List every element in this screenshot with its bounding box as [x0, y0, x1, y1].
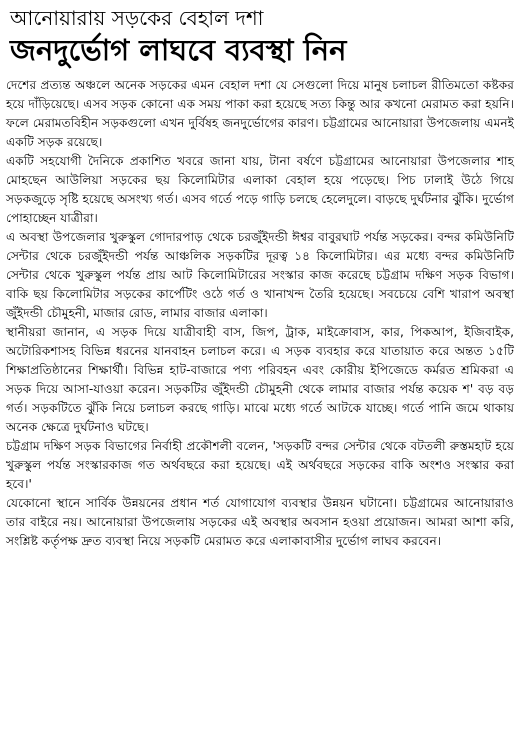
- article-paragraph: এ অবস্থা উপজেলার খুরুস্কুল গোদারপাড় থেকে চরজুঁইদন্ডী ঈশ্বর বাবুরঘাট পর্যন্ত সড়কের। বন্দর কমিউনিটি সেন্টার থেকে চরজুঁইদন্ডী পর্যন্ত আঞ্চলিক সড়কটির দূরত্ব ১৪ কিলোমিটার। এর মধ্যে বন্দর কমিউনিটি সেন্টার থেকে খুরুস্কুল পর্যন্ত প্রায় আট কিলোমিটারের সংস্কার কাজ করেছে চট্টগ্রাম দক্ষিণ সড়ক বিভাগ। বাকি ছয় কিলোমিটার সড়কের কার্পেটিং ওঠে গর্ত ও খানাখন্দ তৈরি হয়েছে। সবচেয়ে বেশি খারাপ অবস্থা জুঁইদন্ডী চৌমুহনী, মাজার রোড, লামার বাজার এলাকা।: [6, 230, 514, 320]
- article-paragraph: একটি সহযোগী দৈনিকে প্রকাশিত খবরে জানা যায়, টানা বর্ষণে চট্টগ্রামের আনোয়ারা উপজেলার শাহ মোহছেন আউলিয়া সড়কের ছয় কিলোমিটার এলাকা বেহাল হয়ে পড়েছে। পিচ ঢালাই উঠে গিয়ে সড়কজুড়ে সৃষ্টি হয়েছে অসংখ্য গর্ত। এসব গর্তে পড়ে গাড়ি চলছে হেলেদুলে। বাড়ছে দুর্ঘটনার ঝুঁকি। দুর্ভোগ পোহাচ্ছেন যাত্রীরা।: [6, 154, 514, 225]
- article-paragraph: যেকোনো স্থানে সার্বিক উন্নয়নের প্রধান শর্ত যোগাযোগ ব্যবস্থার উন্নয়ন ঘটানো। চট্টগ্রামের আনোয়ারাও তার বাইরে নয়। আনোয়ারা উপজেলায় সড়কের এই অবস্থার অবসান হওয়া প্রয়োজন। আমরা আশা করি, সংশ্লিষ্ট কর্তৃপক্ষ দ্রুত ব্যবস্থা নিয়ে সড়কটি মেরামত করে এলাকাবাসীর দুর্ভোগ লাঘব করবেন।: [6, 496, 514, 548]
- article-headline: জনদুর্ভোগ লাঘবে ব্যবস্থা নিন: [10, 33, 347, 67]
- article-paragraph: দেশের প্রত্যন্ত অঞ্চলে অনেক সড়কের এমন বেহাল দশা যে সেগুলো দিয়ে মানুষ চলাচল রীতিমতো কষ্টকর হয়ে দাঁড়িয়েছে। এসব সড়ক কোনো এক সময় পাকা করা হয়েছে সত্য কিন্তু আর কখনো মেরামত করা হয়নি। ফলে মেরামতবিহীন সড়কগুলো এখন দুর্বিষহ জনদুর্ভোগের কারণ। চট্টগ্রামের আনোয়ারা উপজেলায় এমনই একটি সড়ক রয়েছে।: [6, 78, 514, 149]
- article-paragraph: স্থানীয়রা জানান, এ সড়ক দিয়ে যাত্রীবাহী বাস, জিপ, ট্রাক, মাইক্রোবাস, কার, পিকআপ, ইজিবাইক, অটোরিকশাসহ বিভিন্ন ধরনের যানবাহন চলাচল করে। এ সড়ক ব্যবহার করে যাতায়াত করে অন্তত ১৫টি শিক্ষাপ্রতিষ্ঠানের শিক্ষার্থী। বিভিন্ন হাট-বাজারে পণ্য পরিবহন এবং কোরীয় ইপিজেডে কর্মরত শ্রমিকরা এ সড়ক দিয়ে আসা-যাওয়া করেন। সড়কটির জুঁইদন্ডী চৌমুহনী থেকে লামার বাজার পর্যন্ত কয়েক শ' বড় বড় গর্ত। সড়কটিতে ঝুঁকি নিয়ে চলাচল করছে গাড়ি। মাঝে মধ্যে গর্তে আটকে যাচ্ছে। গর্তে পানি জমে থাকায় অনেক ক্ষেত্রে দুর্ঘটনাও ঘটছে।: [6, 325, 514, 434]
- article-paragraph: চট্টগ্রাম দক্ষিণ সড়ক বিভাগের নির্বাহী প্রকৌশলী বলেন, 'সড়কটি বন্দর সেন্টার থেকে বটতলী রুস্তমহাট হয়ে খুরুস্কুল পর্যন্ত সংস্কারকাজ গত অর্থবছরে করা হয়েছে। এই অর্থবছরে সড়কের বাকি অংশও সংস্কার করা হবে।': [6, 439, 514, 491]
- article-body: [6, 76, 514, 551]
- article-kicker: আনোয়ারায় সড়কের বেহাল দশা: [10, 6, 264, 30]
